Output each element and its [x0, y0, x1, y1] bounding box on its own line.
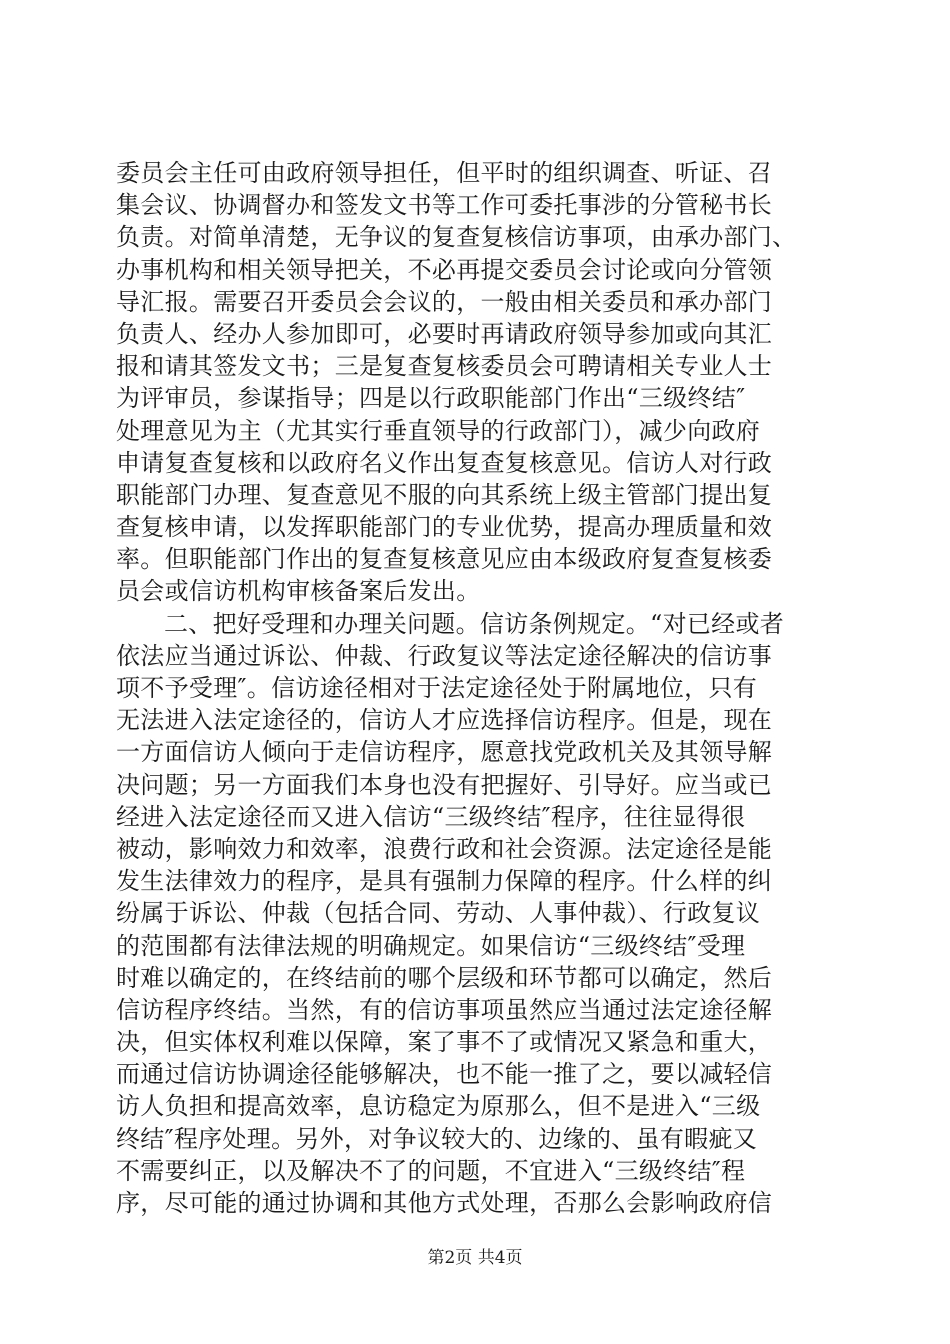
- page-number-footer: 第2页 共4页: [427, 1248, 523, 1268]
- text-line: 而通过信访协调途径能够解决，也不能一推了之，要以减轻信: [116, 1060, 773, 1089]
- text-line: 为评审员，参谋指导；四是以行政职能部门作出“三级终结″: [116, 384, 746, 413]
- text-line: 决，但实体权利难以保障，案了事不了或情况又紧急和重大，: [116, 1028, 773, 1057]
- text-line: 集会议、协调督办和签发文书等工作可委托事涉的分管秘书长: [116, 191, 773, 220]
- text-line: 纷属于诉讼、仲裁（包括合同、劳动、人事仲裁）、行政复议: [116, 899, 761, 928]
- text-line: 处理意见为主（尤其实行垂直领导的行政部门），减少向政府: [116, 416, 761, 445]
- text-line: 依法应当通过诉讼、仲裁、行政复议等法定途径解决的信访事: [116, 641, 773, 670]
- text-line: 经进入法定途径而又进入信访“三级终结″程序，往往显得很: [116, 802, 746, 831]
- text-line: 一方面信访人倾向于走信访程序，愿意找党政机关及其领导解: [116, 738, 773, 767]
- text-line: 访人负担和提高效率，息访稳定为原那么，但不是进入“三级: [116, 1092, 761, 1121]
- body-text: [116, 157, 836, 1219]
- text-line: 不需要纠正，以及解决不了的问题，不宜进入“三级终结″程: [116, 1156, 746, 1185]
- text-line: 负责人、经办人参加即可，必要时再请政府领导参加或向其汇: [116, 319, 773, 348]
- paragraph-start-line: 二、把好受理和办理关问题。信访条例规定。“对已经或者: [164, 609, 785, 638]
- text-line: 发生法律效力的程序，是具有强制力保障的程序。什么样的纠: [116, 867, 773, 896]
- text-line: 办事机构和相关领导把关，不必再提交委员会讨论或向分管领: [116, 255, 773, 284]
- text-line: 时难以确定的，在终结前的哪个层级和环节都可以确定，然后: [116, 963, 773, 992]
- text-line: 无法进入法定途径的，信访人才应选择信访程序。但是，现在: [116, 706, 773, 735]
- text-line: 率。但职能部门作出的复查复核意见应由本级政府复查复核委: [116, 545, 773, 574]
- text-line: 员会或信访机构审核备案后发出。: [116, 577, 481, 606]
- text-line: 导汇报。需要召开委员会会议的，一般由相关委员和承办部门: [116, 287, 773, 316]
- text-line: 报和请其签发文书；三是复查复核委员会可聘请相关专业人士: [116, 352, 773, 381]
- text-line: 项不予受理″。信访途径相对于法定途径处于附属地位，只有: [116, 674, 758, 702]
- text-line: 申请复查复核和以政府名义作出复查复核意见。信访人对行政: [116, 448, 773, 477]
- text-line: 序，尽可能的通过协调和其他方式处理，否那么会影响政府信: [116, 1189, 773, 1217]
- text-line: 信访程序终结。当然，有的信访事项虽然应当通过法定途径解: [116, 995, 773, 1024]
- text-line: 职能部门办理、复查意见不服的向其系统上级主管部门提出复: [116, 480, 773, 509]
- text-line: 决问题；另一方面我们本身也没有把握好、引导好。应当或已: [116, 770, 773, 799]
- text-line: 的范围都有法律法规的明确规定。如果信访“三级终结″受理: [116, 931, 746, 960]
- text-line: 负责。对简单清楚，无争议的复查复核信访事项，由承办部门、: [116, 223, 797, 252]
- text-line: 委员会主任可由政府领导担任，但平时的组织调查、听证、召: [116, 159, 773, 187]
- text-line: 终结″程序处理。另外，对争议较大的、边缘的、虽有暇疵又: [116, 1124, 758, 1153]
- text-line: 查复核申请，以发挥职能部门的专业优势，提高办理质量和效: [116, 513, 773, 542]
- text-line: 被动，影响效力和效率，浪费行政和社会资源。法定途径是能: [116, 834, 773, 863]
